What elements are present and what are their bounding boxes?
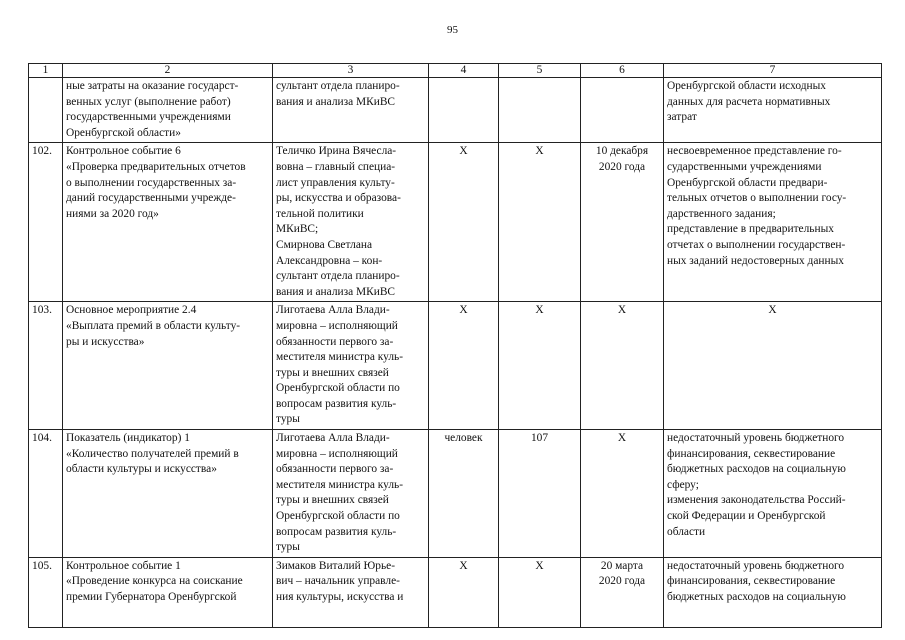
cell-risks-line: области: [667, 525, 706, 538]
cell-responsible-line: ры, искусства и образова-: [276, 192, 401, 205]
cell-event-name-line: Показатель (индикатор) 1: [66, 432, 190, 445]
cell-event-name-line: Оренбургской области»: [66, 126, 181, 139]
cell-event-name-line: «Количество получателей премий в: [66, 447, 239, 460]
row-number: 104.: [29, 430, 63, 558]
cell-value: Х: [499, 143, 581, 302]
cell-responsible-line: Лиготаева Алла Влади-: [276, 304, 390, 317]
cell-unit: [429, 78, 499, 143]
cell-responsible-line: туры: [276, 413, 300, 426]
cell-responsible-line: туры и внешних связей: [276, 366, 389, 379]
cell-responsible: [273, 143, 429, 302]
table-row: [29, 302, 882, 430]
cell-responsible-line: Оренбургской области по: [276, 510, 400, 523]
cell-responsible-line: вич – начальник управле-: [276, 575, 400, 588]
cell-date-line: 20 марта: [600, 559, 644, 572]
row-number: 105.: [29, 557, 63, 627]
cell-event-name-line: «Проверка предварительных отчетов: [66, 160, 246, 173]
row-number: 103.: [29, 302, 63, 430]
header-col-3: 3: [273, 64, 429, 78]
cell-risks-line: бюджетных расходов на социальную: [667, 463, 846, 476]
cell-event-name-line: ные затраты на оказание государст-: [66, 80, 239, 92]
cell-risks-line: финансирования, секвестирование: [667, 575, 836, 588]
cell-responsible-line: местителя министра куль-: [276, 478, 403, 491]
cell-event-name: [63, 302, 273, 430]
page-number: 95: [447, 24, 458, 36]
header-row: [29, 64, 882, 78]
cell-risks-line: недостаточный уровень бюджетного: [667, 432, 845, 445]
cell-risks-line: дарственного задания;: [667, 207, 776, 220]
cell-responsible-line: мировна – исполняющий: [276, 319, 398, 332]
cell-risks-line: несвоевременное представление го-: [667, 145, 842, 158]
cell-risks-line: ных заданий недостоверных данных: [667, 254, 844, 267]
cell-responsible-line: туры: [276, 541, 300, 554]
cell-risks-line: затрат: [667, 111, 697, 124]
cell-responsible-line: Теличко Ирина Вячесла-: [276, 145, 397, 158]
cell-responsible-line: лист управления культу-: [276, 176, 395, 189]
cell-risks-line: данных для расчета нормативных: [667, 95, 831, 108]
cell-unit: Х: [429, 143, 499, 302]
cell-responsible: [273, 78, 429, 143]
cell-responsible-line: Лиготаева Алла Влади-: [276, 432, 390, 445]
cell-event-name-line: Контрольное событие 1: [66, 559, 181, 572]
header-col-7: 7: [664, 64, 882, 78]
cell-unit: Х: [429, 302, 499, 430]
cell-responsible-line: сультант отдела планиро-: [276, 80, 400, 92]
cell-event-name: [63, 430, 273, 558]
cell-date: [581, 302, 664, 430]
cell-event-name: [63, 557, 273, 627]
cell-responsible-line: вопросам развития куль-: [276, 397, 397, 410]
cell-event-name-line: «Выплата премий в области культу-: [66, 319, 241, 332]
cell-responsible: [273, 302, 429, 430]
cell-risks-line: недостаточный уровень бюджетного: [667, 559, 845, 572]
cell-risks-line: ской Федерации и Оренбургской: [667, 510, 826, 523]
cell-event-name: [63, 78, 273, 143]
cell-risks: [664, 557, 882, 627]
cell-risks-line: Оренбургской области исходных: [667, 80, 826, 92]
row-number: 102.: [29, 143, 63, 302]
cell-responsible: [273, 430, 429, 558]
cell-risks-line: изменения законодательства Россий-: [667, 494, 846, 507]
document-table: [28, 63, 882, 628]
cell-responsible-line: обязанности первого за-: [276, 335, 394, 348]
cell-unit: человек: [429, 430, 499, 558]
cell-responsible-line: МКиВС;: [276, 223, 319, 236]
cell-value: [499, 78, 581, 143]
cell-responsible-line: вания и анализа МКиВС: [276, 95, 396, 108]
cell-responsible-line: сультант отдела планиро-: [276, 270, 400, 283]
table-row: [29, 78, 882, 143]
cell-event-name-line: даний государственными учрежде-: [66, 192, 236, 205]
cell-responsible-line: вопросам развития куль-: [276, 525, 397, 538]
cell-date: [581, 143, 664, 302]
cell-event-name-line: венных услуг (выполнение работ): [66, 95, 231, 108]
cell-risks: [664, 430, 882, 558]
table-body: [29, 78, 882, 628]
cell-value: Х: [499, 557, 581, 627]
cell-responsible-line: Смирнова Светлана: [276, 238, 373, 251]
cell-responsible-line: туры и внешних связей: [276, 494, 389, 507]
cell-event-name-line: о выполнении государственных за-: [66, 176, 237, 189]
cell-responsible-line: обязанности первого за-: [276, 463, 394, 476]
cell-risks-line: Оренбургской области предвари-: [667, 176, 828, 189]
row-number: [29, 78, 63, 143]
header-col-2: 2: [63, 64, 273, 78]
header-col-5: 5: [499, 64, 581, 78]
cell-date: [581, 557, 664, 627]
cell-event-name-line: премии Губернатора Оренбургской: [66, 591, 237, 603]
header-col-1: 1: [29, 64, 63, 78]
cell-event-name-line: Основное мероприятие 2.4: [66, 304, 197, 317]
cell-risks-line: тельных отчетов о выполнении госу-: [667, 192, 847, 205]
cell-event-name-line: государственными учреждениями: [66, 111, 231, 124]
cell-responsible: [273, 557, 429, 627]
cell-date-line: 2020 года: [598, 575, 646, 588]
cell-risks: [664, 143, 882, 302]
table-row: [29, 430, 882, 558]
cell-event-name-line: «Проведение конкурса на соискание: [66, 575, 243, 588]
cell-risks: [664, 78, 882, 143]
table-row: [29, 557, 882, 627]
cell-event-name: [63, 143, 273, 302]
cell-responsible-line: вания и анализа МКиВС: [276, 285, 396, 298]
cell-risks-line: бюджетных расходов на социальную: [667, 591, 846, 603]
cell-risks-line: сферу;: [667, 478, 699, 491]
cell-risks-line: сударственными учреждениями: [667, 160, 822, 173]
cell-responsible-line: тельной политики: [276, 207, 364, 220]
cell-responsible-line: Зимаков Виталий Юрье-: [276, 559, 396, 572]
cell-date-line: 10 декабря: [595, 145, 649, 158]
cell-responsible-line: ния культуры, искусства и: [276, 591, 404, 603]
cell-date: [581, 78, 664, 143]
cell-risks-line: Х: [768, 304, 777, 317]
cell-date-line: 2020 года: [598, 160, 646, 173]
cell-unit: Х: [429, 557, 499, 627]
cell-date: [581, 430, 664, 558]
cell-responsible-line: мировна – исполняющий: [276, 447, 398, 460]
cell-risks-line: представление в предварительных: [667, 223, 834, 236]
header-col-6: 6: [581, 64, 664, 78]
cell-value: 107: [499, 430, 581, 558]
cell-date-line: Х: [617, 304, 627, 317]
cell-event-name-line: Контрольное событие 6: [66, 145, 181, 158]
cell-responsible-line: Александровна – кон-: [276, 254, 383, 267]
cell-risks: [664, 302, 882, 430]
cell-date-line: Х: [617, 432, 627, 445]
cell-responsible-line: Оренбургской области по: [276, 382, 400, 395]
cell-risks-line: финансирования, секвестирование: [667, 447, 836, 460]
cell-risks-line: отчетах о выполнении государствен-: [667, 238, 846, 251]
table-row: [29, 143, 882, 302]
cell-responsible-line: местителя министра куль-: [276, 351, 403, 364]
cell-responsible-line: вовна – главный специа-: [276, 160, 396, 173]
header-col-4: 4: [429, 64, 499, 78]
cell-event-name-line: области культуры и искусства»: [66, 463, 217, 476]
cell-event-name-line: ры и искусства»: [66, 335, 145, 348]
cell-value: Х: [499, 302, 581, 430]
cell-event-name-line: ниями за 2020 год»: [66, 207, 159, 220]
